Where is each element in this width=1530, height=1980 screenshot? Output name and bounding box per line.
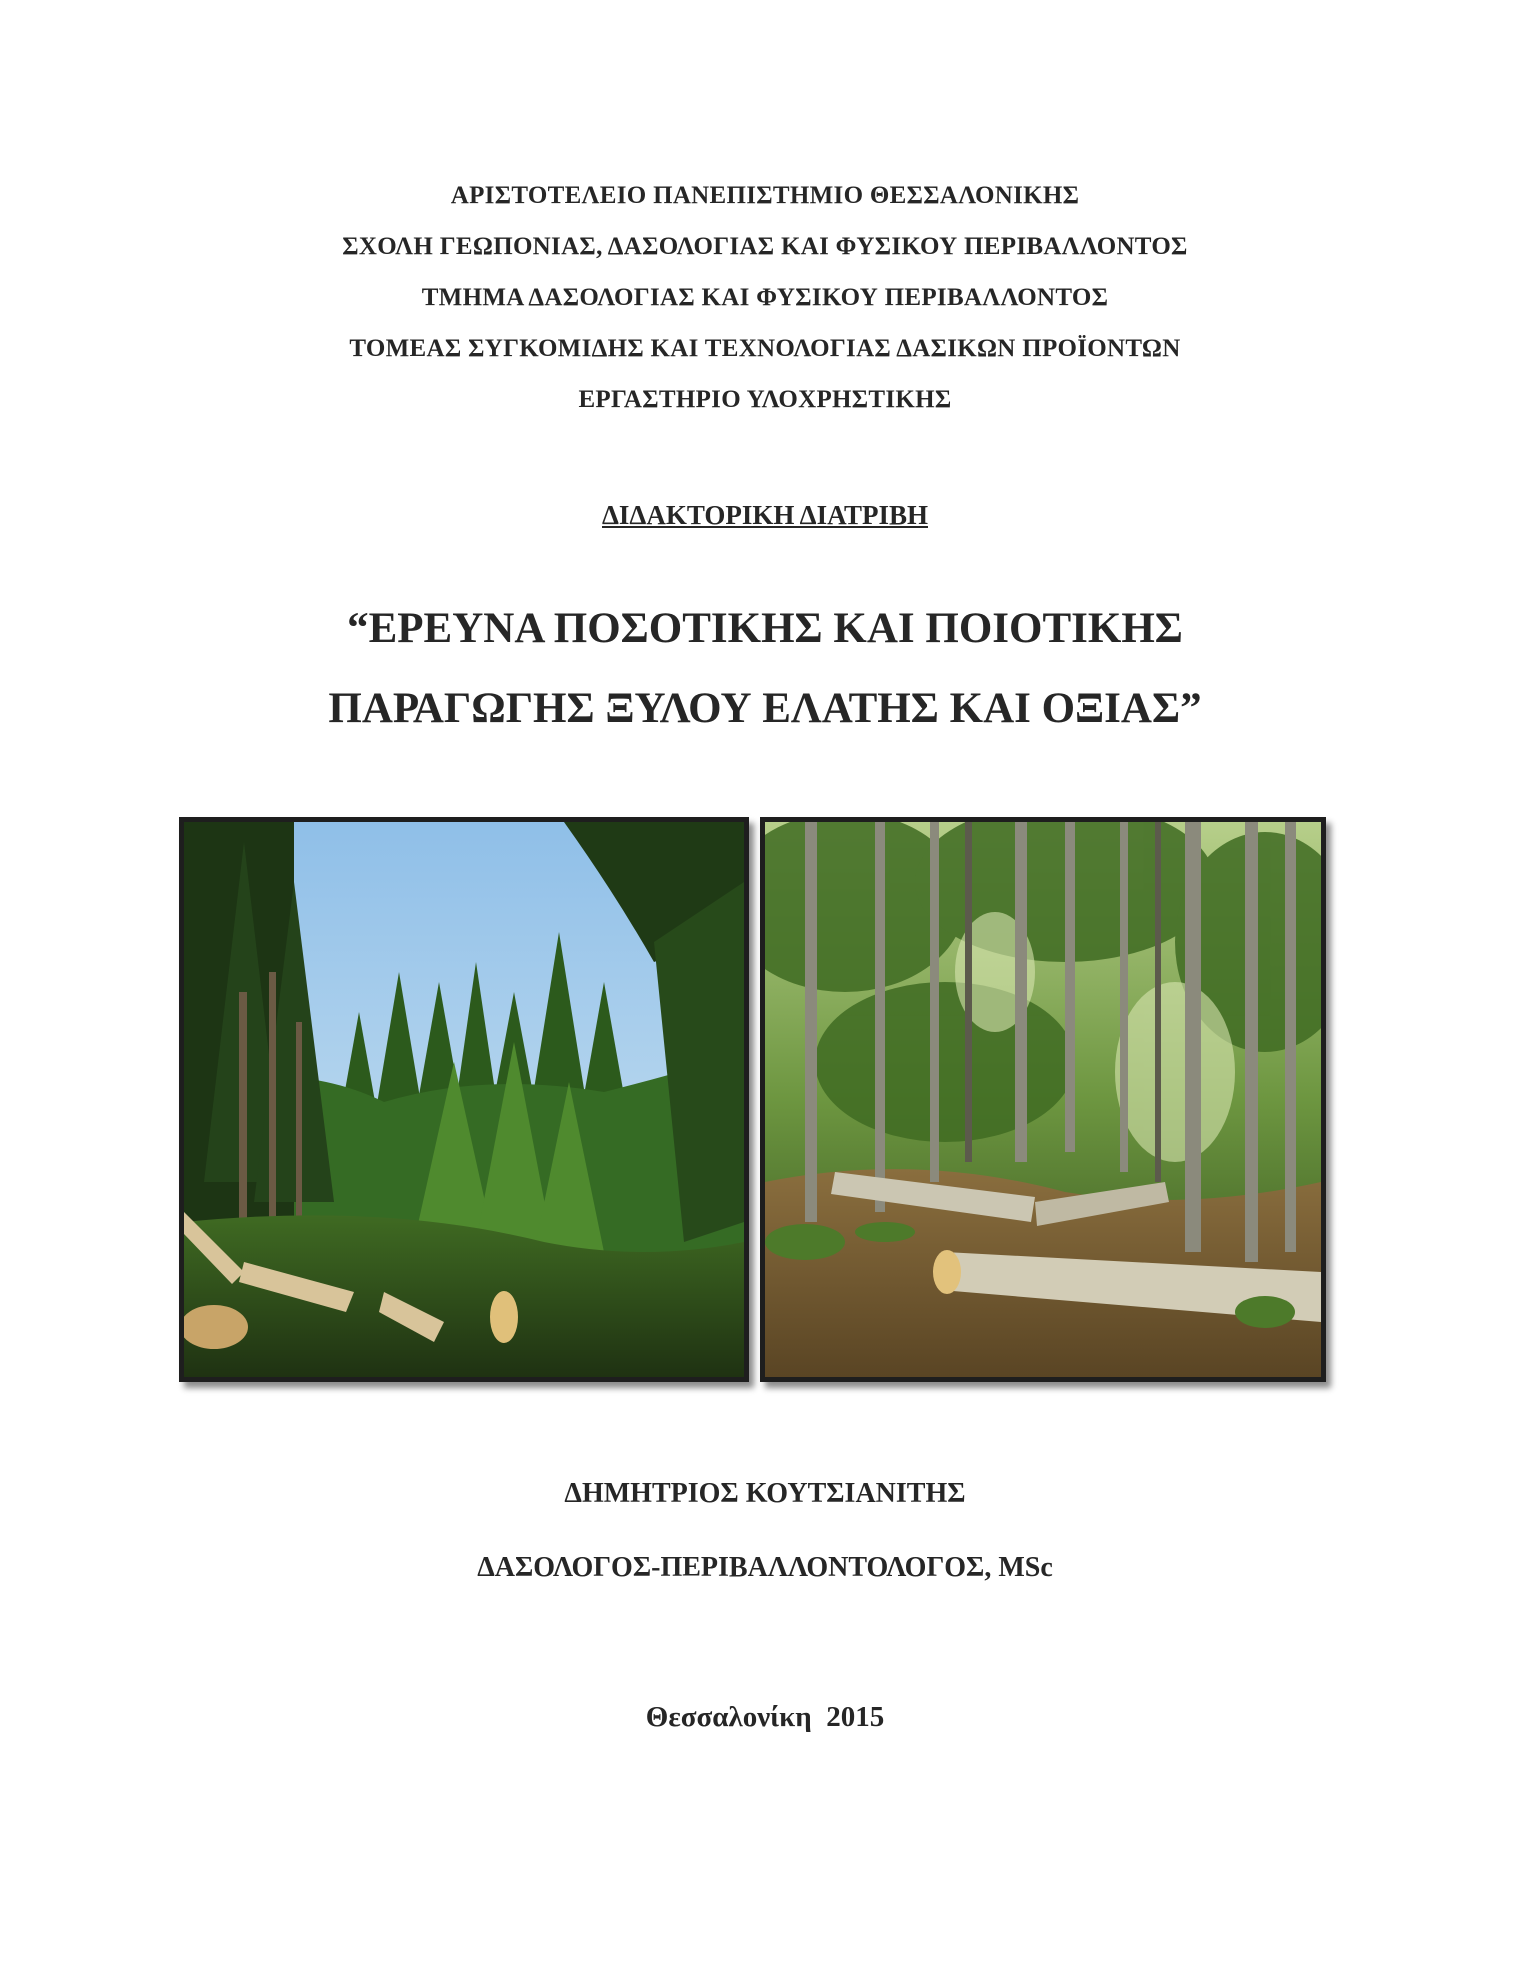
header-division: ΤΟΜΕΑΣ ΣΥΓΚΟΜΙΔΗΣ ΚΑΙ ΤΕΧΝΟΛΟΓΙΑΣ ΔΑΣΙΚΩΝ ΠΡΟΪΟΝΤΩΝ — [349, 335, 1181, 362]
header-university: ΑΡΙΣΤΟΤΕΛΕΙΟ ΠΑΝΕΠΙΣΤΗΜΙΟ ΘΕΣΣΑΛΟΝΙΚΗΣ — [450, 182, 1080, 209]
document-type-label: ΔΙΔΑΚΤΟΡΙΚΗ ΔΙΑΤΡΙΒΗ — [602, 500, 928, 530]
thesis-title-line-1: “ΕΡΕΥΝΑ ΠΟΣΟΤΙΚΗΣ ΚΑΙ ΠΟΙΟΤΙΚΗΣ — [347, 605, 1183, 652]
header-department: ΤΜΗΜΑ ΔΑΣΟΛΟΓΙΑΣ ΚΑΙ ΦΥΣΙΚΟΥ ΠΕΡΙΒΑΛΛΟΝΤΟΣ — [421, 284, 1109, 311]
beech-forest-image — [765, 822, 1321, 1377]
header-school: ΣΧΟΛΗ ΓΕΩΠΟΝΙΑΣ, ΔΑΣΟΛΟΓΙΑΣ ΚΑΙ ΦΥΣΙΚΟΥ ΠΕΡΙΒΑΛΛΟΝΤΟΣ — [342, 233, 1188, 260]
photo-fir-forest — [179, 817, 749, 1382]
photo-beech-forest — [760, 817, 1326, 1382]
fir-forest-image — [184, 822, 744, 1377]
place-year: Θεσσαλονίκη 2015 — [645, 1701, 885, 1733]
thesis-title-line-2: ΠΑΡΑΓΩΓΗΣ ΞΥΛΟΥ ΕΛΑΤΗΣ ΚΑΙ ΟΞΙΑΣ” — [328, 685, 1202, 732]
author-name: ΔΗΜΗΤΡΙΟΣ ΚΟΥΤΣΙΑΝΙΤΗΣ — [564, 1478, 966, 1509]
author-profession: ΔΑΣΟΛΟΓΟΣ-ΠΕΡΙΒΑΛΛΟΝΤΟΛΟΓΟΣ, MSc — [477, 1552, 1053, 1583]
header-laboratory: ΕΡΓΑΣΤΗΡΙΟ ΥΛΟΧΡΗΣΤΙΚΗΣ — [578, 386, 952, 413]
